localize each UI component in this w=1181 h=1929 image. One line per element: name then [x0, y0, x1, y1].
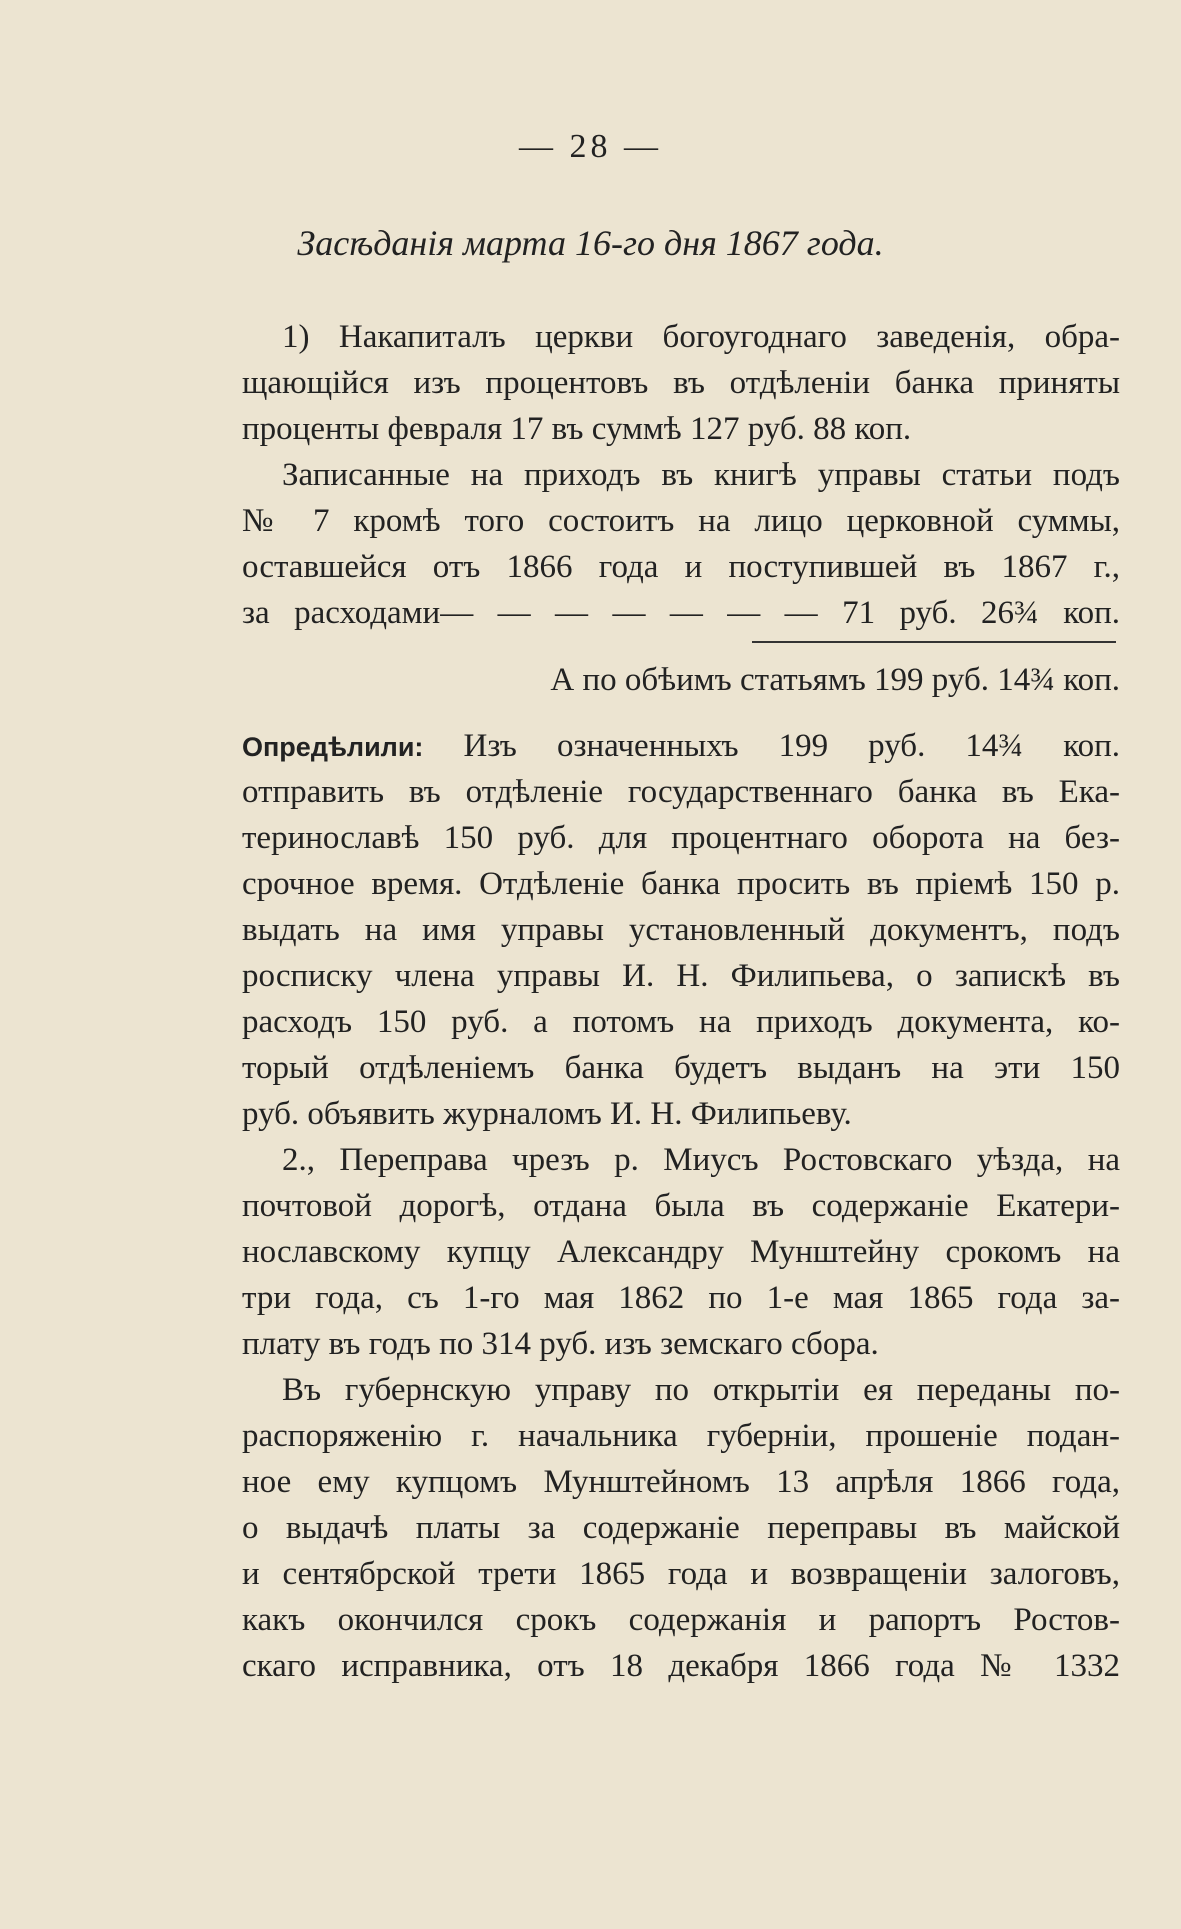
- text-line: и сентябрской трети 1865 года и возвращеніи залоговъ,: [242, 1556, 1120, 1592]
- text-line: срочное время. Отдѣленіе банка просить въ пріемѣ 150 р.: [242, 866, 1120, 902]
- text-line: проценты февраля 17 въ суммѣ 127 руб. 88 коп.: [242, 411, 912, 447]
- paragraph-ferry: [242, 1137, 1120, 1689]
- text-line: нославскому купцу Александру Мунштейну срокомъ на: [242, 1234, 1120, 1270]
- text-line: 2., Переправа чрезъ р. Миусъ Ростовскаго уѣзда, на: [282, 1142, 1120, 1178]
- text-line: теринославѣ 150 руб. для процентнаго оборота на без-: [242, 820, 1120, 856]
- page-number: — 28 —: [519, 128, 662, 165]
- text-line: Въ губернскую управу по открытіи ея переданы по-: [282, 1372, 1120, 1408]
- total-line: А по обѣимъ статьямъ 199 руб. 14¾ коп.: [550, 662, 1120, 698]
- text-line: ное ему купцомъ Мунштейномъ 13 апрѣля 1866 года,: [242, 1464, 1120, 1500]
- resolution-text: Изъ означенныхъ 199 руб. 14¾ коп.: [463, 728, 1120, 764]
- text-line: почтовой дорогѣ, отдана была въ содержаніе Екатери-: [242, 1188, 1120, 1224]
- text-line: оставшейся отъ 1866 года и поступившей въ 1867 г.,: [242, 549, 1120, 585]
- text-line: № 7 кромѣ того состоитъ на лицо церковной суммы,: [242, 503, 1120, 539]
- session-heading: Засѣданія марта 16-го дня 1867 года.: [297, 223, 884, 263]
- text-line: скаго исправника, отъ 18 декабря 1866 года № 1332: [242, 1648, 1120, 1684]
- resolution-label: Опредѣлили:: [242, 732, 424, 762]
- paragraph-resolution: [242, 723, 1120, 1137]
- total-line-block: [242, 657, 1120, 703]
- text-line: Записанные на приходъ въ книгѣ управы статьи подъ: [282, 457, 1120, 493]
- resolution-first-line: [242, 723, 1120, 769]
- sum-rule: [752, 641, 1116, 643]
- text-line: 1) Накапиталъ церкви богоугоднаго заведенія, обра-: [282, 319, 1120, 355]
- text-line: за расходами— — — — — — — 71 руб. 26¾ коп.: [242, 595, 1120, 631]
- text-line: выдать на имя управы установленный документъ, подъ: [242, 912, 1120, 948]
- text-line: руб. объявить журналомъ И. Н. Филипьеву.: [242, 1096, 852, 1132]
- text-line: какъ окончился срокъ содержанія и рапортъ Ростов-: [242, 1602, 1120, 1638]
- text-line: расходъ 150 руб. а потомъ на приходъ документа, ко-: [242, 1004, 1120, 1040]
- text-line: отправить въ отдѣленіе государственнаго банка въ Ека-: [242, 774, 1120, 810]
- text-line: распоряженію г. начальника губерніи, прошеніе подан-: [242, 1418, 1120, 1454]
- text-line: щающійся изъ процентовъ въ отдѣленіи банка приняты: [242, 365, 1120, 401]
- text-line: плату въ годъ по 314 руб. изъ земскаго сбора.: [242, 1326, 879, 1362]
- text-line: росписку члена управы И. Н. Филипьева, о запискѣ въ: [242, 958, 1120, 994]
- text-line: торый отдѣленіемъ банка будетъ выданъ на эти 150: [242, 1050, 1120, 1086]
- paragraph-church-capital: [242, 314, 1120, 636]
- text-line: три года, съ 1-го мая 1862 по 1-е мая 1865 года за-: [242, 1280, 1120, 1316]
- text-line: о выдачѣ платы за содержаніе переправы въ майской: [242, 1510, 1120, 1546]
